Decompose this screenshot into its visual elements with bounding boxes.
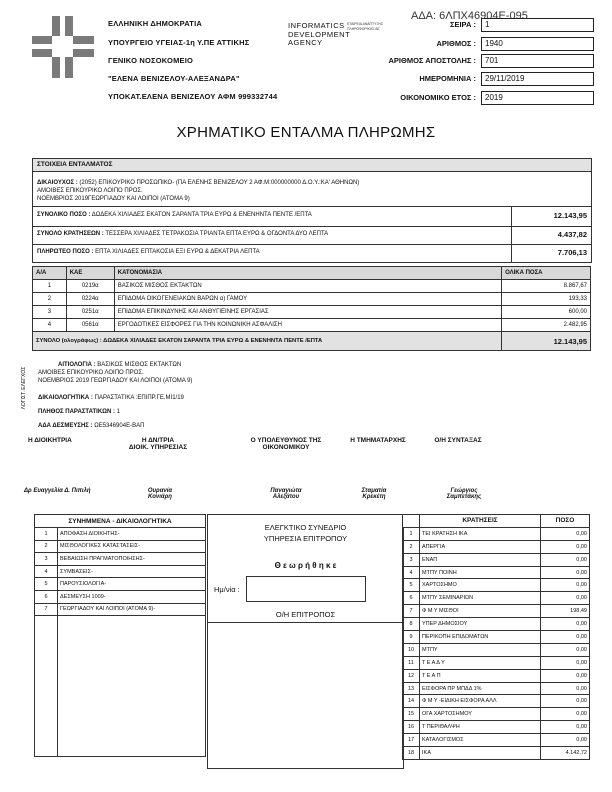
col-name: ΚΑΤΟΝΟΜΑΣΙΑ: [114, 267, 501, 280]
supporting-docs-header-row: [35, 515, 206, 528]
role-finance-officer: Ο ΥΠΟΛΕΥΘΥΝΟΣ ΤΗΣ ΟΙΚΟΝΟΜΙΚΟΥ: [250, 437, 322, 451]
role-admin-director: Η ΔΝ/ΤΡΙΑ ΔΙΟΙΚ. ΥΠΗΡΕΣΙΑΣ: [128, 437, 188, 451]
justification-label: ΑΙΤΙΟΛΟΓΙΑ :: [58, 362, 96, 368]
deductions-col-amount: ΠΟΣΟ: [541, 515, 590, 528]
series-value: 1: [481, 18, 594, 32]
header-hospital-type: ΓΕΝΙΚΟ ΝΟΣΟΚΟΜΕΙΟ: [108, 56, 194, 65]
item-amount: 8.867,67: [502, 280, 591, 293]
item-aa: 1: [33, 280, 67, 293]
item-amount: 600,00: [502, 306, 591, 319]
table-row: 12 Τ Ε Α Π 0,00: [403, 669, 590, 682]
table-row: [33, 306, 591, 319]
table-row: 18 ΙΚΑ 4.142,72: [403, 747, 590, 760]
ida-logo-text: INFORMATICS DEVELOPMENT AGENCY: [288, 21, 351, 47]
col-kae: ΚΑΕ: [66, 267, 114, 280]
table-row: 3 ΒΕΒΑΙΩΣΗ ΠΡΑΓΜΑΤΟΠΟΙΗΣΗΣ-: [35, 553, 206, 566]
table-row: 5 ΧΑΡΤΟΣΗΜΟ 0,00: [403, 579, 590, 592]
table-row: 10 ΜΤΠΥ 0,00: [403, 643, 590, 656]
fiscal-year-value: 2019: [481, 91, 594, 105]
beneficiary-line-3: ΝΟΕΜΒΡΙΟΣ 2019ΓΕΩΡΓΙΑΔΟΥ ΚΑΙ ΛΟΙΠΟΙ (ΑΤΟΜΑ 9): [37, 196, 190, 202]
total-deductions-label: ΣΥΝΟΛΟ ΚΡΑΤΗΣΕΩΝ :: [37, 231, 104, 237]
table-row: 4 ΜΤΠΥ ΠΟΙΝΗ 0,00: [403, 566, 590, 579]
name-director: Δρ Ευαγγελία Δ. Πιπιλή: [24, 488, 91, 494]
item-amount: 2.482,95: [502, 319, 591, 332]
number-value: 1940: [481, 37, 594, 51]
table-row: 1 ΑΠΟΦΑΣΗ ΔΙΟΙΚΗΤΗΣ-: [35, 528, 206, 541]
table-row: 7 Φ Μ Υ ΜΙΣΘΟΙ 198,49: [403, 605, 590, 618]
table-row: 9 ΠΕΡΙΚΟΠΗ ΕΠΙΔΟΜΑΤΩΝ 0,00: [403, 631, 590, 644]
audit-side-label: ΛΟΓΙΣΤ. ΕΛΕΓΧΟΣ: [21, 366, 27, 410]
item-name: ΕΡΓΟΔΟΤΙΚΕΣ ΕΙΣΦΟΡΕΣ ΓΙΑ ΤΗΝ ΚΟΙΝΩΝΙΚΗ ΑΣΦΑΛΙΣΗ: [114, 319, 501, 332]
item-aa: 2: [33, 293, 67, 306]
documents-count-label: ΠΛΗΘΟΣ ΠΑΡΑΣΤΑΤΙΚΩΝ :: [38, 409, 115, 415]
total-amount-value: 12.143,95: [553, 211, 587, 220]
commitment-ada-label: ΑΔΑ ΔΕΣΜΕΥΣΗΣ :: [38, 423, 93, 429]
audit-box: [207, 514, 404, 623]
total-deductions-value: 4.437,82: [557, 230, 587, 239]
supporting-docs-header: ΣΥΝΗΜΜΕΝΑ - ΔΙΚΑΙΟΛΟΓΗΤΙΚΑ: [35, 515, 206, 528]
table-row: 14 Φ Μ Υ -ΕΙΔΙΚΗ ΕΙΣΦΟΡΑ ΑΛΛ 0,00: [403, 695, 590, 708]
table-row: 2 ΜΙΣΘΟΛΟΓΙΚΕΣ ΚΑΤΑΣΤΑΣΕΙΣ-: [35, 540, 206, 553]
audit-signature-area: [207, 621, 404, 769]
commitment-ada-value: ΩΕ5346904Ε-ΒΑΠ: [94, 423, 145, 429]
table-row: [33, 280, 591, 293]
table-row: 3 ΕΝΑΠ 0,00: [403, 553, 590, 566]
beneficiary-line-2: ΑΜΟΙΒΕΣ ΕΠΙΚΟΥΡΙΚΟ ΛΟΙΠΟ ΠΡΟΣ.: [37, 188, 143, 194]
table-row: 2 ΑΠΕΡΓΙΑ 0,00: [403, 540, 590, 553]
beneficiary-label: ΔΙΚΑΙΟΥΧΟΣ :: [37, 180, 78, 186]
table-row: 17 ΚΑΤΑΛΟΓΙΣΜΟΣ 0,00: [403, 734, 590, 747]
justification-line-2: ΑΜΟΙΒΕΣ ΕΠΙΚΟΥΡΙΚΟ ΛΟΙΠΟ ΠΡΟΣ.: [38, 370, 144, 376]
name-compiler: Γεώργιος Σαμπετάκης: [446, 488, 482, 500]
item-kae: 0561α: [66, 319, 114, 332]
items-total-label: ΣΥΝΟΛΟ (ολογράφως) : ΔΩΔΕΚΑ ΧΙΛΙΑΔΕΣ ΕΚΑΤΟΝ ΣΑΡΑΝΤΑ ΤΡΙΑ ΕΥΡΩ & ΕΝΕΝΗΝΤΑ ΠΕΝΤΕ /ΕΠΤΑ: [33, 332, 502, 351]
header-ministry: ΥΠΟΥΡΓΕΙΟ ΥΓΕΙΑΣ-1η Υ.ΠΕ ΑΤΤΙΚΗΣ: [108, 38, 250, 47]
table-row: [33, 293, 591, 306]
item-kae: 0251α: [66, 306, 114, 319]
role-head-of-section: Η ΤΜΗΜΑΤΑΡΧΗΣ: [350, 437, 406, 444]
fiscal-year-label: ΟΙΚΟΝΟΜΙΚΟ ΕΤΟΣ :: [400, 93, 476, 102]
number-label: ΑΡΙΘΜΟΣ :: [436, 39, 476, 48]
table-row: 15 ΟΓΑ ΧΑΡΤΟΣΗΜΟΥ 0,00: [403, 708, 590, 721]
name-finance-officer: Παναγιώτα Αλεξάτου: [270, 488, 302, 500]
table-row: 6 ΔΕΣΜΕΥΣΗ 1009-: [35, 590, 206, 603]
item-kae: 0219α: [66, 280, 114, 293]
audit-commissioner: Ο/Η ΕΠΙΤΡΟΠΟΣ: [275, 610, 336, 619]
dispatch-number-value: 701: [481, 54, 594, 68]
documents-count-value: 1: [116, 409, 120, 415]
items-total-row: [33, 332, 591, 351]
audit-checked: Θ ε ω ρ ή θ η κ ε: [274, 561, 337, 570]
total-deductions-words: ΤΕΣΣΕΡΑ ΧΙΛΙΑΔΕΣ ΤΕΤΡΑΚΟΣΙΑ ΤΡΙΑΝΤΑ ΕΠΤΑ ΕΥΡΩ & ΟΓΔΟΝΤΑ ΔΥΟ ΛΕΠΤΑ: [105, 231, 329, 237]
table-row: 13 ΕΙΣΦΟΡΑ ΠΡ ΜΠΔΔ 1% 0,00: [403, 682, 590, 695]
series-label: ΣΕΙΡΑ :: [449, 20, 476, 29]
documents-count-line: [38, 409, 120, 415]
item-name: ΕΠΙΔΟΜΑ ΕΠΙΚΙΝΔΥΝΗΣ ΚΑΙ ΑΝΘΥΓΙΕΙΝΗΣ ΕΡΓΑΣΙΑΣ: [114, 306, 501, 319]
role-compiler: Ο/Η ΣΥΝΤΑΞΑΣ: [434, 437, 482, 444]
item-name: ΒΑΣΙΚΟΣ ΜΙΣΘΟΣ ΕΚΤΑΚΤΩΝ: [114, 280, 501, 293]
date-value: 29/11/2019: [481, 72, 594, 86]
table-row: 7 ΓΕΩΡΓΙΑΔΟΥ ΚΑΙ ΛΟΙΠΟΙ (ΑΤΟΜΑ 9)-: [35, 603, 206, 616]
header-country: ΕΛΛΗΝΙΚΗ ΔΗΜΟΚΡΑΤΙΑ: [108, 19, 202, 28]
documents-value: ΠΑΡΑΣΤΑΤΙΚΑ :ΕΠΙΠΡ.ΓΕ.ΜΙ1/19: [94, 395, 184, 401]
items-total-value: 12.143,95: [502, 332, 591, 351]
item-name: ΕΠΙΔΟΜΑ ΟΙΚΟΓΕΝΕΙΑΚΩΝ ΒΑΡΩΝ α) ΓΑΜΟΥ: [114, 293, 501, 306]
justification-line-3: ΝΟΕΜΒΡΙΟΣ 2019 ΓΕΩΡΓΙΑΔΟΥ ΚΑΙ ΛΟΙΠΟΙ (ΑΤΟΜΑ 9): [38, 378, 193, 384]
header-vat: ΥΠΟΚΑΤ.ΕΛΕΝΑ ΒΕΝΙΖΕΛΟΥ ΑΦΜ 999332744: [108, 92, 278, 101]
section-title: ΣΤΟΙΧΕΙΑ ΕΝΤΑΛΜΑΤΟΣ: [37, 161, 113, 168]
payable-amount-value: 7.706,13: [557, 248, 587, 257]
table-row: 16 Τ ΠΕΡΙΘΑΛΨΗ 0,00: [403, 721, 590, 734]
items-header-row: [33, 267, 591, 280]
item-aa: 4: [33, 319, 67, 332]
table-row: 8 ΥΠΕΡ ΔΗΜΟΣΙΟΥ 0,00: [403, 618, 590, 631]
total-amount-row: [32, 206, 592, 227]
name-admin-director: Ουρανία Κονιάρη: [147, 488, 173, 500]
table-row: 5 ΠΑΡΟΥΣΙΟΛΟΓΙΑ-: [35, 578, 206, 591]
items-table: [32, 266, 591, 351]
date-label: ΗΜΕΡΟΜΗΝΙΑ :: [419, 74, 476, 83]
beneficiary-name: (2052) ΕΠΙΚΟΥΡΙΚΟ ΠΡΟΣΩΠΙΚΟ- (ΠΑ ΕΛΕΝΗΣ ΒΕΝΙΖΕΛΟΥ 2 ΑΦ.Μ:000000000 Δ.Ο.Υ.:ΚΑ' ΑΘΗΝΩΝ): [79, 180, 360, 186]
documents-label: ΔΙΚΑΙΟΛΟΓΗΤΙΚΑ :: [38, 395, 93, 401]
item-kae: 0224α: [66, 293, 114, 306]
col-aa: Α/Α: [33, 267, 67, 280]
header-hospital-name: "ΕΛΕΝΑ ΒΕΝΙΖΕΛΟΥ-ΑΛΕΞΑΝΔΡΑ": [108, 74, 240, 83]
payable-amount-words: ΕΠΤΑ ΧΙΛΙΑΔΕΣ ΕΠΤΑΚΟΣΙΑ ΕΞΙ ΕΥΡΩ & ΔΕΚΑΤΡΙΑ ΛΕΠΤΑ: [95, 249, 260, 255]
table-row: 4 ΣΥΜΒΑΣΕΙΣ-: [35, 565, 206, 578]
payable-amount-row: [32, 244, 592, 263]
item-amount: 193,33: [502, 293, 591, 306]
item-aa: 3: [33, 306, 67, 319]
total-deductions-row: [32, 226, 592, 245]
commitment-ada-line: [38, 423, 144, 429]
col-amount: ΟΛΙΚΑ ΠΟΣΑ: [502, 267, 591, 280]
ida-logo-small-text: ΕΤΑΙΡΕΙΑ ΑΝΑΠΤΥΞΗΣ ΠΛΗΡΟΦΟΡΙΚΗΣ ΑΕ: [347, 22, 384, 31]
total-amount-words: ΔΩΔΕΚΑ ΧΙΛΙΑΔΕΣ ΕΚΑΤΟΝ ΣΑΡΑΝΤΑ ΤΡΙΑ ΕΥΡΩ & ΕΝΕΝΗΝΤΑ ΠΕΝΤΕ /ΕΠΤΑ: [91, 212, 312, 218]
audit-date-label: Ημ/νία :: [214, 585, 240, 594]
table-row: 11 Τ Ε Α Δ Υ 0,00: [403, 656, 590, 669]
deductions-header-row: [403, 515, 590, 528]
audit-date-field[interactable]: [246, 576, 366, 602]
table-row: [35, 616, 206, 757]
documents-line: [38, 395, 184, 401]
hospital-cross-logo: [32, 16, 94, 78]
dispatch-number-label: ΑΡΙΘΜΟΣ ΑΠΟΣΤΟΛΗΣ :: [388, 56, 476, 65]
deductions-col-name: ΚΡΑΤΗΣΕΙΣ: [420, 515, 541, 528]
payable-amount-label: ΠΛΗΡΩΤΕΟ ΠΟΣΟ :: [37, 249, 94, 255]
justification-block: [38, 361, 192, 385]
page-title: ΧΡΗΜΑΤΙΚΟ ΕΝΤΑΛΜΑ ΠΛΗΡΩΜΗΣ: [176, 124, 436, 141]
supporting-docs-table: [34, 514, 206, 757]
deductions-table: [402, 514, 590, 760]
table-row: [33, 319, 591, 332]
audit-court: ΕΛΕΓΚΤΙΚΟ ΣΥΝΕΔΡΙΟ: [264, 523, 347, 532]
total-amount-label: ΣΥΝΟΛΙΚΟ ΠΟΣΟ :: [37, 212, 91, 218]
table-row: 1 ΤΕΙ ΚΡΑΤΗΣΗ ΙΚΑ 0,00: [403, 527, 590, 540]
table-row: 6 ΜΤΠΥ ΣΕΜΙΝΑΡΙΩΝ 0,00: [403, 592, 590, 605]
role-director: Η ΔΙΟΙΚΗΤΡΙΑ: [28, 437, 72, 444]
audit-service: ΥΠΗΡΕΣΙΑ ΕΠΙΤΡΟΠΟΥ: [263, 534, 348, 543]
ada-stamp: ΑΔΑ: 6ΛΠΧ46904Ε-095: [411, 10, 528, 22]
name-head-of-section: Σταματία Κρεκέτη: [361, 488, 387, 500]
justification-line-1: ΒΑΣΙΚΟΣ ΜΙΣΘΟΣ ΕΚΤΑΚΤΩΝ: [97, 362, 182, 368]
beneficiary-box: [32, 170, 592, 207]
